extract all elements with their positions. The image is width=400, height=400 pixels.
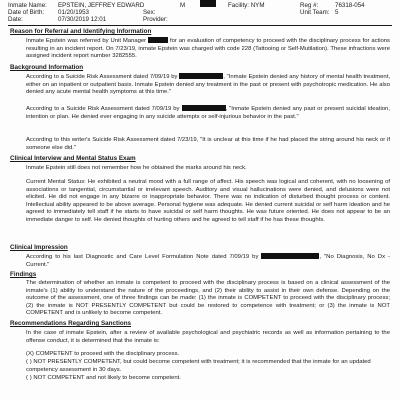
background-text-2a: According to a Suicide Risk Assessment dated 7/09/19 by [26,106,180,112]
background-paragraph-3: According to this writer's Suicide Risk Assessment dated 7/23/19, "It is unclear at this time if he had placed the string around his neck or if someone else did." [26,137,390,151]
impression-text-a: According to his last Diagnostic and Care Level Formulation Note dated 7/09/19 by [26,254,259,260]
reg-value: 76318-054 [335,2,365,9]
redacted-block [182,105,226,111]
competency-option-1: (X) COMPETENT to proceed with the disciplinary process. [26,351,180,357]
sex-value: M [180,2,186,9]
unit-team-label: Unit Team: [300,9,330,16]
date-value: 07/30/2019 12:01 [58,16,107,23]
dob-label: Date of Birth: [8,9,45,16]
facility-redaction [200,0,216,8]
findings-paragraph: The determination of whether an inmate is competent to proceed with the disciplinary process is based on a clinical assessment of the inmate's (1) ability to understand the nature of the proceedings, and (2) their ability to assist in their own defense. Depending on the outcome of the assessment, one of three findings can be made: (1) the inmate is COMPETENT to proceed with the disciplinary process; (2) the inmate is NOT PRESENTLY COMPETENT but could be restored to competence with treatment; or (3) the inmate is NOT COMPETENT and is unlikely to become competent. [26,280,390,317]
redacted-block [148,37,168,43]
background-text-1a: According to a Suicide Risk Assessment dated 7/09/19 by [26,74,178,80]
background-text-2b: , "Inmate Epstein denied any past or present suicidal ideation, intention or plan. He denied ever engaging in any suicide attempts or self-injurious behavior in the past." [26,106,390,120]
provider-label: Provider: [143,16,168,23]
redacted-block [179,73,223,79]
reason-paragraph [26,37,390,61]
header-rule [8,25,392,26]
recommendations-paragraph: In the case of inmate Epstein, after a review of available psychological and psychiatric records as well as information pertaining to the offense conduct, it is determined that the inmate is: [26,330,390,344]
reason-heading: Reason for Referral and Identifying Information [10,28,152,35]
inmate-name-label: Inmate Name: [8,2,47,9]
date-row [8,16,106,23]
redacted-block [261,253,319,259]
reg-row [300,2,365,9]
unit-team-value: 5 [335,9,339,16]
facility-label: Facility: [228,2,249,9]
impression-paragraph [26,253,390,269]
sex-label: Sex: [143,9,156,16]
inmate-name-value: EPSTEIN, JEFFREY EDWARD [58,2,145,9]
reason-text-b: for an evaluation of competency to proceed with the disciplinary process for actions resulting in an incident report. On 7/23/19, inmate Epstein was charged with code 228 (Tattooing or Self-Mutilation). These infractions were assigned incident report number 3282555. [26,38,391,60]
recommendations-heading: Recommendations Regarding Sanctions [10,320,132,327]
findings-heading: Findings [10,271,37,278]
competency-option-3: ( ) NOT COMPETENT and not likely to become competent. [26,375,181,381]
inmate-name-row [8,2,144,9]
dob-value: 01/20/1953 [58,9,89,16]
unit-team-row [300,9,338,16]
reg-label: Reg #: [300,2,319,9]
interview-paragraph-2: Current Mental Status: He exhibited a neutral mood with a full range of affect. His speech was logical and coherent, with no loosening of associations or tangential, circumstantial or irrelevant speech. Auditory and visual hallucinations were denied, and delusions were not elicited. He did not engage in any bizarre or inappropriate behavior. There was no indication of disturbed thought process or content. Intellectual ability appeared to be above average. Personal hygiene was adequate. He denied current suicidal or self harm ideation and he agreed to immediately tell staff if he starts to have suicidal or self harm thoughts. He was future oriented. He does not appear to be an immediate danger to self. He denied thoughts of hurting others and he agreed to tell staff if he has these thoughts. [26,179,390,223]
dob-row [8,9,89,16]
impression-heading: Clinical Impression [10,244,68,251]
date-label: Date: [8,16,23,23]
reason-text-a: Inmate Epstein was referred by Unit Manager [26,38,147,44]
facility-value: NYM [250,2,265,9]
background-text-1b: , "Inmate Epstein denied any history of mental health treatment, either on an inpatient or outpatient basis. Inmate Epstein denied any treatment in the past or present with psychotropic medication. He also denied any acute mental health symptoms at this time." [26,74,390,96]
background-paragraph-2 [26,105,390,121]
facility-row [228,2,264,9]
background-heading: Background Information [10,64,84,71]
interview-heading: Clinical Interview and Mental Status Exam [10,155,136,162]
impression-text-b: , "No Diagnosis, No Dx - Current." [26,254,390,268]
interview-paragraph-1: Inmate Epstein still does not remember how he obtained the marks around his neck. [26,165,247,171]
competency-option-2: ( ) NOT PRESENTLY COMPETENT, but could become competent with treatment; it is recommended that the inmate for an updated competency assessment in 30 days. [26,359,371,373]
background-paragraph-1 [26,73,390,97]
